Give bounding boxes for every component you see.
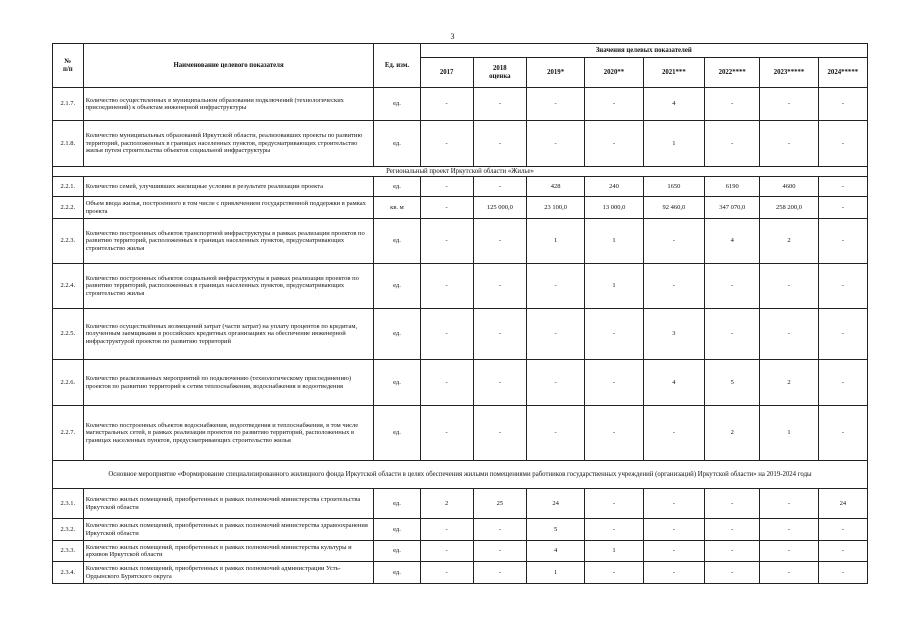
indicator-name: Количество жилых помещений, приобретенных в рамках полномочий министерства строительства Иркутской области — [83, 489, 374, 519]
indicator-value: 1 — [760, 406, 818, 461]
unit-of-measure: ед. — [374, 519, 420, 541]
row-number: 2.3.1. — [53, 489, 84, 519]
target-indicators-table — [52, 43, 868, 584]
table-row — [53, 519, 868, 541]
table-row — [53, 88, 868, 121]
indicator-value: - — [526, 309, 584, 360]
indicator-value: 4600 — [760, 177, 818, 197]
indicator-value: - — [473, 219, 526, 264]
indicator-value: 24 — [818, 489, 867, 519]
table-row — [53, 360, 868, 406]
indicator-value: 13 000,0 — [585, 197, 643, 219]
indicator-value: 1 — [526, 219, 584, 264]
indicator-value: 2 — [760, 360, 818, 406]
indicator-value: - — [473, 309, 526, 360]
indicator-value: - — [818, 406, 867, 461]
row-number: 2.3.2. — [53, 519, 84, 541]
header-year: 2020** — [585, 58, 643, 88]
header-name: Наименование целевого показателя — [83, 44, 374, 88]
indicator-value: - — [420, 88, 473, 121]
indicator-value: - — [643, 541, 704, 562]
section-row — [53, 461, 868, 489]
indicator-name: Количество жилых помещений, приобретенных в рамках полномочий министерства здравоохранения Иркутской области — [83, 519, 374, 541]
indicator-value: - — [585, 562, 643, 584]
indicator-value: - — [420, 177, 473, 197]
indicator-value: - — [818, 360, 867, 406]
header-year: 2017 — [420, 58, 473, 88]
indicator-value: 24 — [526, 489, 584, 519]
indicator-value: - — [818, 541, 867, 562]
indicator-value: - — [760, 264, 818, 309]
indicator-value: - — [705, 541, 760, 562]
indicator-value: - — [643, 519, 704, 541]
header-year: 2024***** — [818, 58, 867, 88]
row-number: 2.2.1. — [53, 177, 84, 197]
section-row — [53, 167, 868, 177]
indicator-value: 4 — [526, 541, 584, 562]
indicator-value: - — [526, 360, 584, 406]
table-row — [53, 562, 868, 584]
indicator-value: - — [526, 406, 584, 461]
indicator-value: 240 — [585, 177, 643, 197]
indicator-name: Количество построенных объектов социальной инфраструктуры в рамках реализации проектов по развитию территорий, расположенных в границах населенных пунктов, предусматривающих строительство жилья — [83, 264, 374, 309]
indicator-value: - — [420, 406, 473, 461]
indicator-value: - — [643, 264, 704, 309]
indicator-value: - — [585, 489, 643, 519]
indicator-value: - — [760, 309, 818, 360]
indicator-value: - — [420, 562, 473, 584]
indicator-value: - — [473, 541, 526, 562]
unit-of-measure: ед. — [374, 489, 420, 519]
indicator-value: - — [473, 406, 526, 461]
indicator-value: - — [420, 219, 473, 264]
unit-of-measure: ед. — [374, 541, 420, 562]
indicator-name: Количество жилых помещений, приобретенных в рамках полномочий администрации Усть-Ордынского Бурятского округа — [83, 562, 374, 584]
indicator-value: - — [473, 519, 526, 541]
indicator-value: - — [585, 309, 643, 360]
indicator-value: - — [760, 562, 818, 584]
indicator-value: - — [585, 406, 643, 461]
indicator-value: 5 — [526, 519, 584, 541]
indicator-value: - — [585, 121, 643, 167]
row-number: 2.3.4. — [53, 562, 84, 584]
indicator-value: - — [526, 88, 584, 121]
row-number: 2.2.5. — [53, 309, 84, 360]
indicator-value: - — [818, 177, 867, 197]
indicator-value: 1 — [585, 541, 643, 562]
table-row — [53, 264, 868, 309]
indicator-value: - — [705, 519, 760, 541]
row-number: 2.2.2. — [53, 197, 84, 219]
header-unit: Ед. изм. — [374, 44, 420, 88]
indicator-value: - — [818, 197, 867, 219]
indicator-name: Количество семей, улучшивших жилищные условия в результате реализации проекта — [83, 177, 374, 197]
indicator-value: - — [473, 177, 526, 197]
indicator-value: - — [585, 88, 643, 121]
table-row — [53, 197, 868, 219]
indicator-name: Количество муниципальных образований Иркутской области, реализовавших проекты по развитию территорий, расположенных в границах населенных пунктов, предусматривающих строительство жилья путем строительства объектов социальной инфраструктуры — [83, 121, 374, 167]
indicator-value: 23 100,0 — [526, 197, 584, 219]
indicator-value: - — [643, 406, 704, 461]
table-row — [53, 309, 868, 360]
indicator-value: - — [420, 360, 473, 406]
indicator-value: 347 070,0 — [705, 197, 760, 219]
indicator-value: - — [760, 489, 818, 519]
indicator-value: 1 — [526, 562, 584, 584]
indicator-value: 258 200,0 — [760, 197, 818, 219]
indicator-value: - — [585, 519, 643, 541]
indicator-value: 25 — [473, 489, 526, 519]
indicator-value: - — [818, 519, 867, 541]
indicator-name: Количество осуществленных в муниципальном образовании подключений (технологических присоединений) к объектам инженерной инфраструктуры — [83, 88, 374, 121]
indicator-value: - — [705, 489, 760, 519]
unit-of-measure: ед. — [374, 360, 420, 406]
indicator-value: - — [760, 519, 818, 541]
indicator-value: - — [705, 88, 760, 121]
header-values: Значения целевых показателей — [420, 44, 868, 58]
table-row — [53, 406, 868, 461]
indicator-value: - — [818, 88, 867, 121]
indicator-value: - — [473, 264, 526, 309]
indicator-value: - — [818, 264, 867, 309]
indicator-value: - — [643, 562, 704, 584]
header-year: 2018 оценка — [473, 58, 526, 88]
header-year: 2023***** — [760, 58, 818, 88]
indicator-value: - — [473, 121, 526, 167]
page-number: 3 — [450, 32, 455, 41]
header-num: № п/п — [53, 44, 84, 88]
indicator-value: 1650 — [643, 177, 704, 197]
row-number: 2.1.7. — [53, 88, 84, 121]
indicator-name: Количество построенных объектов транспортной инфраструктуры в рамках реализации проектов по развитию территорий, расположенных в границах населенных пунктов, предусматривающих строительство жилья — [83, 219, 374, 264]
indicator-value: 6190 — [705, 177, 760, 197]
section-title: Основное мероприятие «Формирование специализированного жилищного фонда Иркутской области в целях обеспечения жилыми помещениями работников государственных учреждений (организаций) Иркутской области» на 2019-2024 годы — [53, 461, 868, 489]
indicator-value: 428 — [526, 177, 584, 197]
unit-of-measure: ед. — [374, 562, 420, 584]
header-year: 2022**** — [705, 58, 760, 88]
indicator-value: 4 — [705, 219, 760, 264]
indicator-value: 1 — [585, 264, 643, 309]
indicator-value: - — [705, 309, 760, 360]
unit-of-measure: ед. — [374, 406, 420, 461]
indicator-value: - — [420, 121, 473, 167]
table-row — [53, 177, 868, 197]
indicator-value: - — [705, 264, 760, 309]
indicator-value: 3 — [643, 309, 704, 360]
indicator-name: Количество построенных объектов водоснабжения, водоотведения и теплоснабжения, в том числе магистральных сетей, в рамках реализации проектов по развитию территорий, расположенных в границах населенных пунктов, предусматривающих строительство жилья — [83, 406, 374, 461]
unit-of-measure: ед. — [374, 177, 420, 197]
indicator-value: - — [760, 88, 818, 121]
row-number: 2.2.6. — [53, 360, 84, 406]
row-number: 2.1.8. — [53, 121, 84, 167]
table-row — [53, 219, 868, 264]
indicator-value: 1 — [643, 121, 704, 167]
indicator-value: 5 — [705, 360, 760, 406]
indicator-value: - — [420, 541, 473, 562]
indicator-value: - — [643, 489, 704, 519]
header-year: 2019* — [526, 58, 584, 88]
indicator-value: - — [760, 541, 818, 562]
indicator-value: - — [420, 264, 473, 309]
indicator-name: Объем ввода жилья, построенного в том числе с привлечением государственной поддержки в рамках проекта — [83, 197, 374, 219]
unit-of-measure: кв. м — [374, 197, 420, 219]
indicator-value: 2 — [705, 406, 760, 461]
indicator-value: 2 — [420, 489, 473, 519]
indicator-value: - — [643, 219, 704, 264]
indicator-name: Количество жилых помещений, приобретенных в рамках полномочий министерства культуры и архивов Иркутской области — [83, 541, 374, 562]
indicator-name: Количество осуществлённых возмещений затрат (части затрат) на уплату процентов по кредитам, полученным заемщиками в российских кредитных организациях на обеспечение инженерной инфраструктурой проектов по развитию территорий — [83, 309, 374, 360]
indicator-value: - — [420, 309, 473, 360]
row-number: 2.2.3. — [53, 219, 84, 264]
indicator-value: - — [818, 309, 867, 360]
indicator-name: Количество реализованных мероприятий по подключению (технологическому присоединению) проектов по развитию территорий к сетям теплоснабжения, водоснабжения и водоотведения — [83, 360, 374, 406]
indicator-value: - — [473, 88, 526, 121]
indicator-value: - — [473, 562, 526, 584]
unit-of-measure: ед. — [374, 264, 420, 309]
indicator-value: - — [526, 121, 584, 167]
section-title: Региональный проект Иркутской области «Жилье» — [53, 167, 868, 177]
row-number: 2.2.4. — [53, 264, 84, 309]
unit-of-measure: ед. — [374, 121, 420, 167]
indicator-value: 4 — [643, 88, 704, 121]
indicator-value: - — [705, 562, 760, 584]
indicator-value: - — [420, 519, 473, 541]
indicator-value: - — [818, 562, 867, 584]
indicator-value: 92 460,0 — [643, 197, 704, 219]
indicator-value: - — [818, 121, 867, 167]
indicator-value: 1 — [585, 219, 643, 264]
indicator-value: 4 — [643, 360, 704, 406]
indicator-value: - — [760, 121, 818, 167]
unit-of-measure: ед. — [374, 309, 420, 360]
unit-of-measure: ед. — [374, 88, 420, 121]
indicator-value: - — [420, 197, 473, 219]
indicator-value: - — [818, 219, 867, 264]
indicator-value: - — [526, 264, 584, 309]
table-row — [53, 541, 868, 562]
indicator-value: - — [585, 360, 643, 406]
indicator-value: 125 000,0 — [473, 197, 526, 219]
table-row — [53, 489, 868, 519]
table-row — [53, 121, 868, 167]
indicator-value: 2 — [760, 219, 818, 264]
header-year: 2021*** — [643, 58, 704, 88]
indicator-value: - — [705, 121, 760, 167]
unit-of-measure: ед. — [374, 219, 420, 264]
row-number: 2.2.7. — [53, 406, 84, 461]
row-number: 2.3.3. — [53, 541, 84, 562]
indicator-value: - — [473, 360, 526, 406]
